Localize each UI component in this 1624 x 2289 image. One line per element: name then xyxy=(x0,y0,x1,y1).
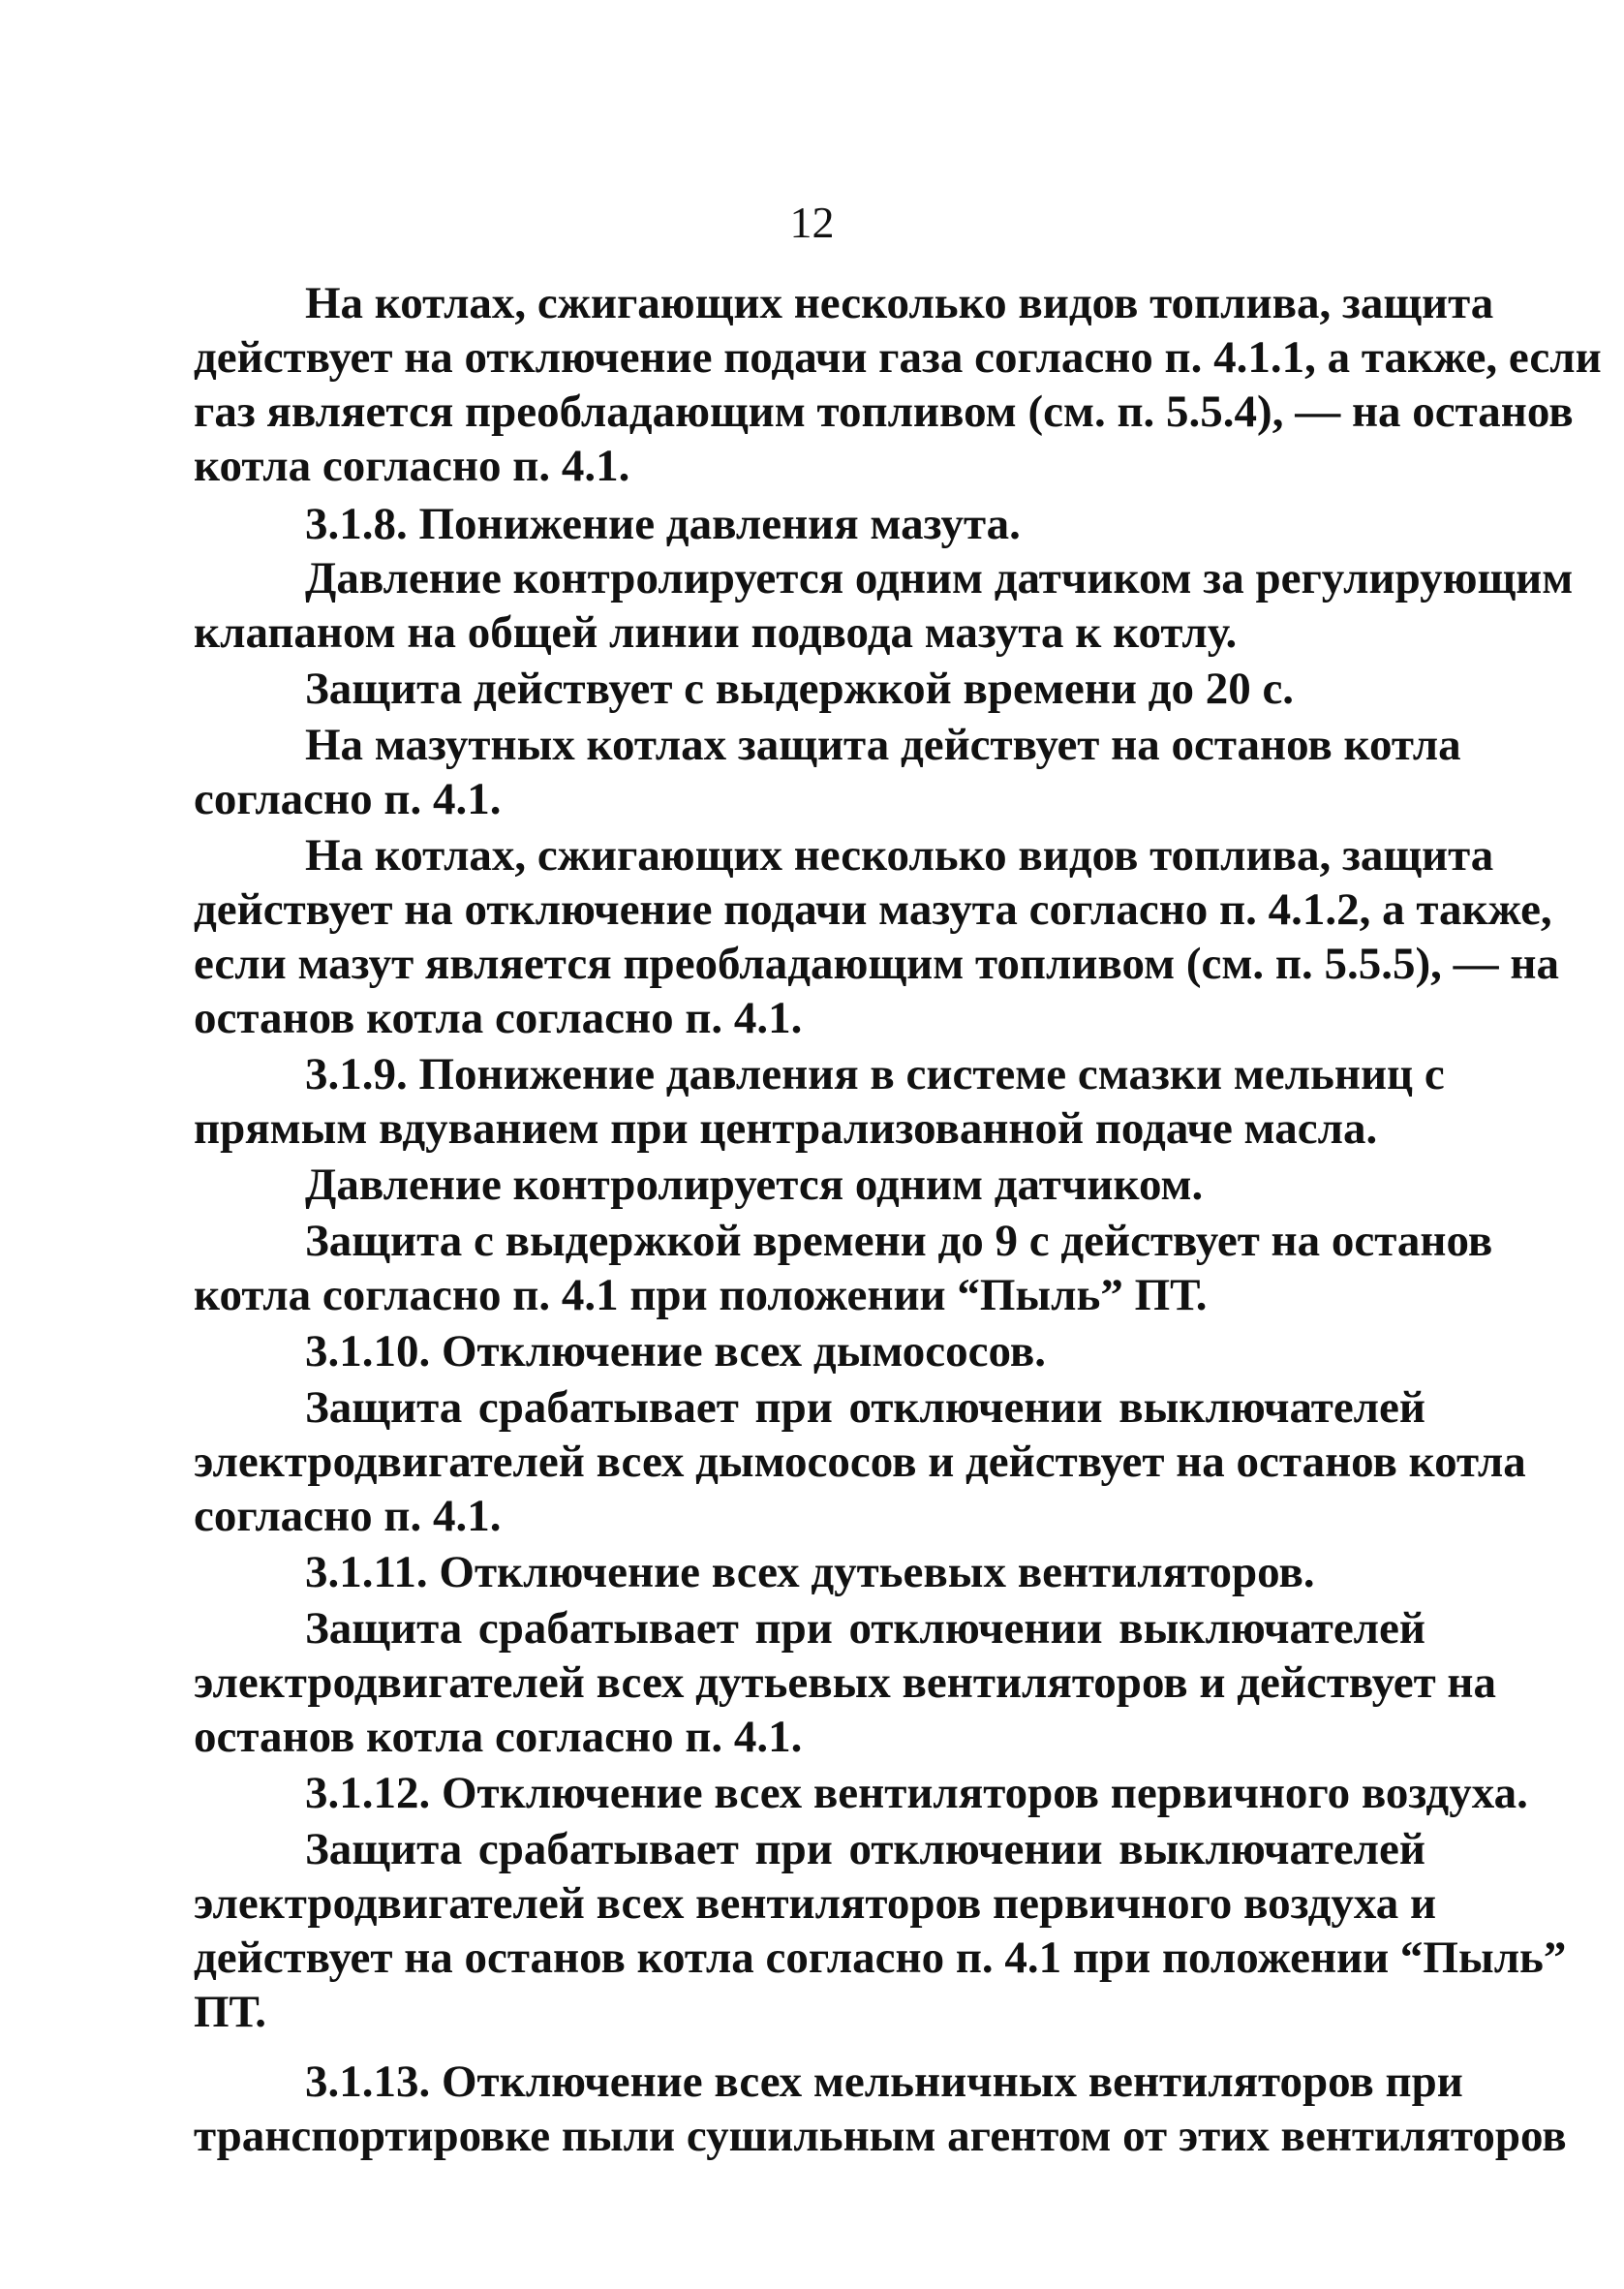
text-line: Защита действует с выдержкой времени до 20 с. xyxy=(305,664,1295,714)
section-heading: 3.1.12. Отключение всех вентиляторов первичного воздуха. xyxy=(305,1768,1528,1818)
text-line: Защита с выдержкой времени до 9 с действует на останов xyxy=(305,1216,1493,1266)
text-line: Защита срабатывает при отключении выключателей xyxy=(305,1824,1425,1874)
text-line: На мазутных котлах защита действует на останов котла xyxy=(305,720,1461,770)
text-line: электродвигателей всех вентиляторов первичного воздуха и xyxy=(194,1878,1437,1929)
text-line: электродвигателей всех дымососов и действует на останов котла xyxy=(194,1437,1526,1487)
text-line: Защита срабатывает при отключении выключателей xyxy=(305,1382,1425,1433)
text-line: На котлах, сжигающих несколько видов топлива, защита xyxy=(305,278,1494,328)
text-line: клапаном на общей линии подвода мазута к котлу. xyxy=(194,607,1238,658)
text-line: котла согласно п. 4.1 при положении “Пыль” ПТ. xyxy=(194,1270,1208,1320)
text-line: Защита срабатывает при отключении выключателей xyxy=(305,1603,1425,1654)
text-line: если мазут является преобладающим топливом (см. п. 5.5.5), — на xyxy=(194,939,1559,989)
text-line: действует на отключение подачи газа согласно п. 4.1.1, а также, если xyxy=(194,332,1602,383)
text-line: котла согласно п. 4.1. xyxy=(194,441,630,491)
text-line: электродвигателей всех дутьевых вентиляторов и действует на xyxy=(194,1657,1497,1708)
text-line: согласно п. 4.1. xyxy=(194,1491,502,1541)
text-line: Давление контролируется одним датчиком за регулирующим xyxy=(305,553,1574,603)
text-line: Давление контролируется одним датчиком. xyxy=(305,1160,1204,1210)
section-heading: 3.1.11. Отключение всех дутьевых вентиляторов. xyxy=(305,1547,1315,1597)
text-line: газ является преобладающим топливом (см. п. 5.5.4), — на останов xyxy=(194,387,1574,437)
section-heading: 3.1.8. Понижение давления мазута. xyxy=(305,499,1021,549)
text-line: прямым вдуванием при централизованной подаче масла. xyxy=(194,1103,1378,1154)
text-line: ПТ. xyxy=(194,1987,266,2037)
section-heading: 3.1.13. Отключение всех мельничных вентиляторов при xyxy=(305,2057,1463,2107)
text-line: останов котла согласно п. 4.1. xyxy=(194,993,803,1043)
page-number: 12 xyxy=(789,198,835,247)
section-heading: 3.1.10. Отключение всех дымососов. xyxy=(305,1326,1046,1376)
text-line: согласно п. 4.1. xyxy=(194,774,502,824)
text-line: На котлах, сжигающих несколько видов топлива, защита xyxy=(305,830,1494,881)
text-line: останов котла согласно п. 4.1. xyxy=(194,1712,803,1762)
text-line: транспортировке пыли сушильным агентом от этих вентиляторов xyxy=(194,2111,1567,2161)
text-line: действует на останов котла согласно п. 4.1 при положении “Пыль” xyxy=(194,1933,1567,1983)
text-line: действует на отключение подачи мазута согласно п. 4.1.2, а также, xyxy=(194,884,1552,935)
section-heading: 3.1.9. Понижение давления в системе смазки мельниц с xyxy=(305,1049,1445,1099)
